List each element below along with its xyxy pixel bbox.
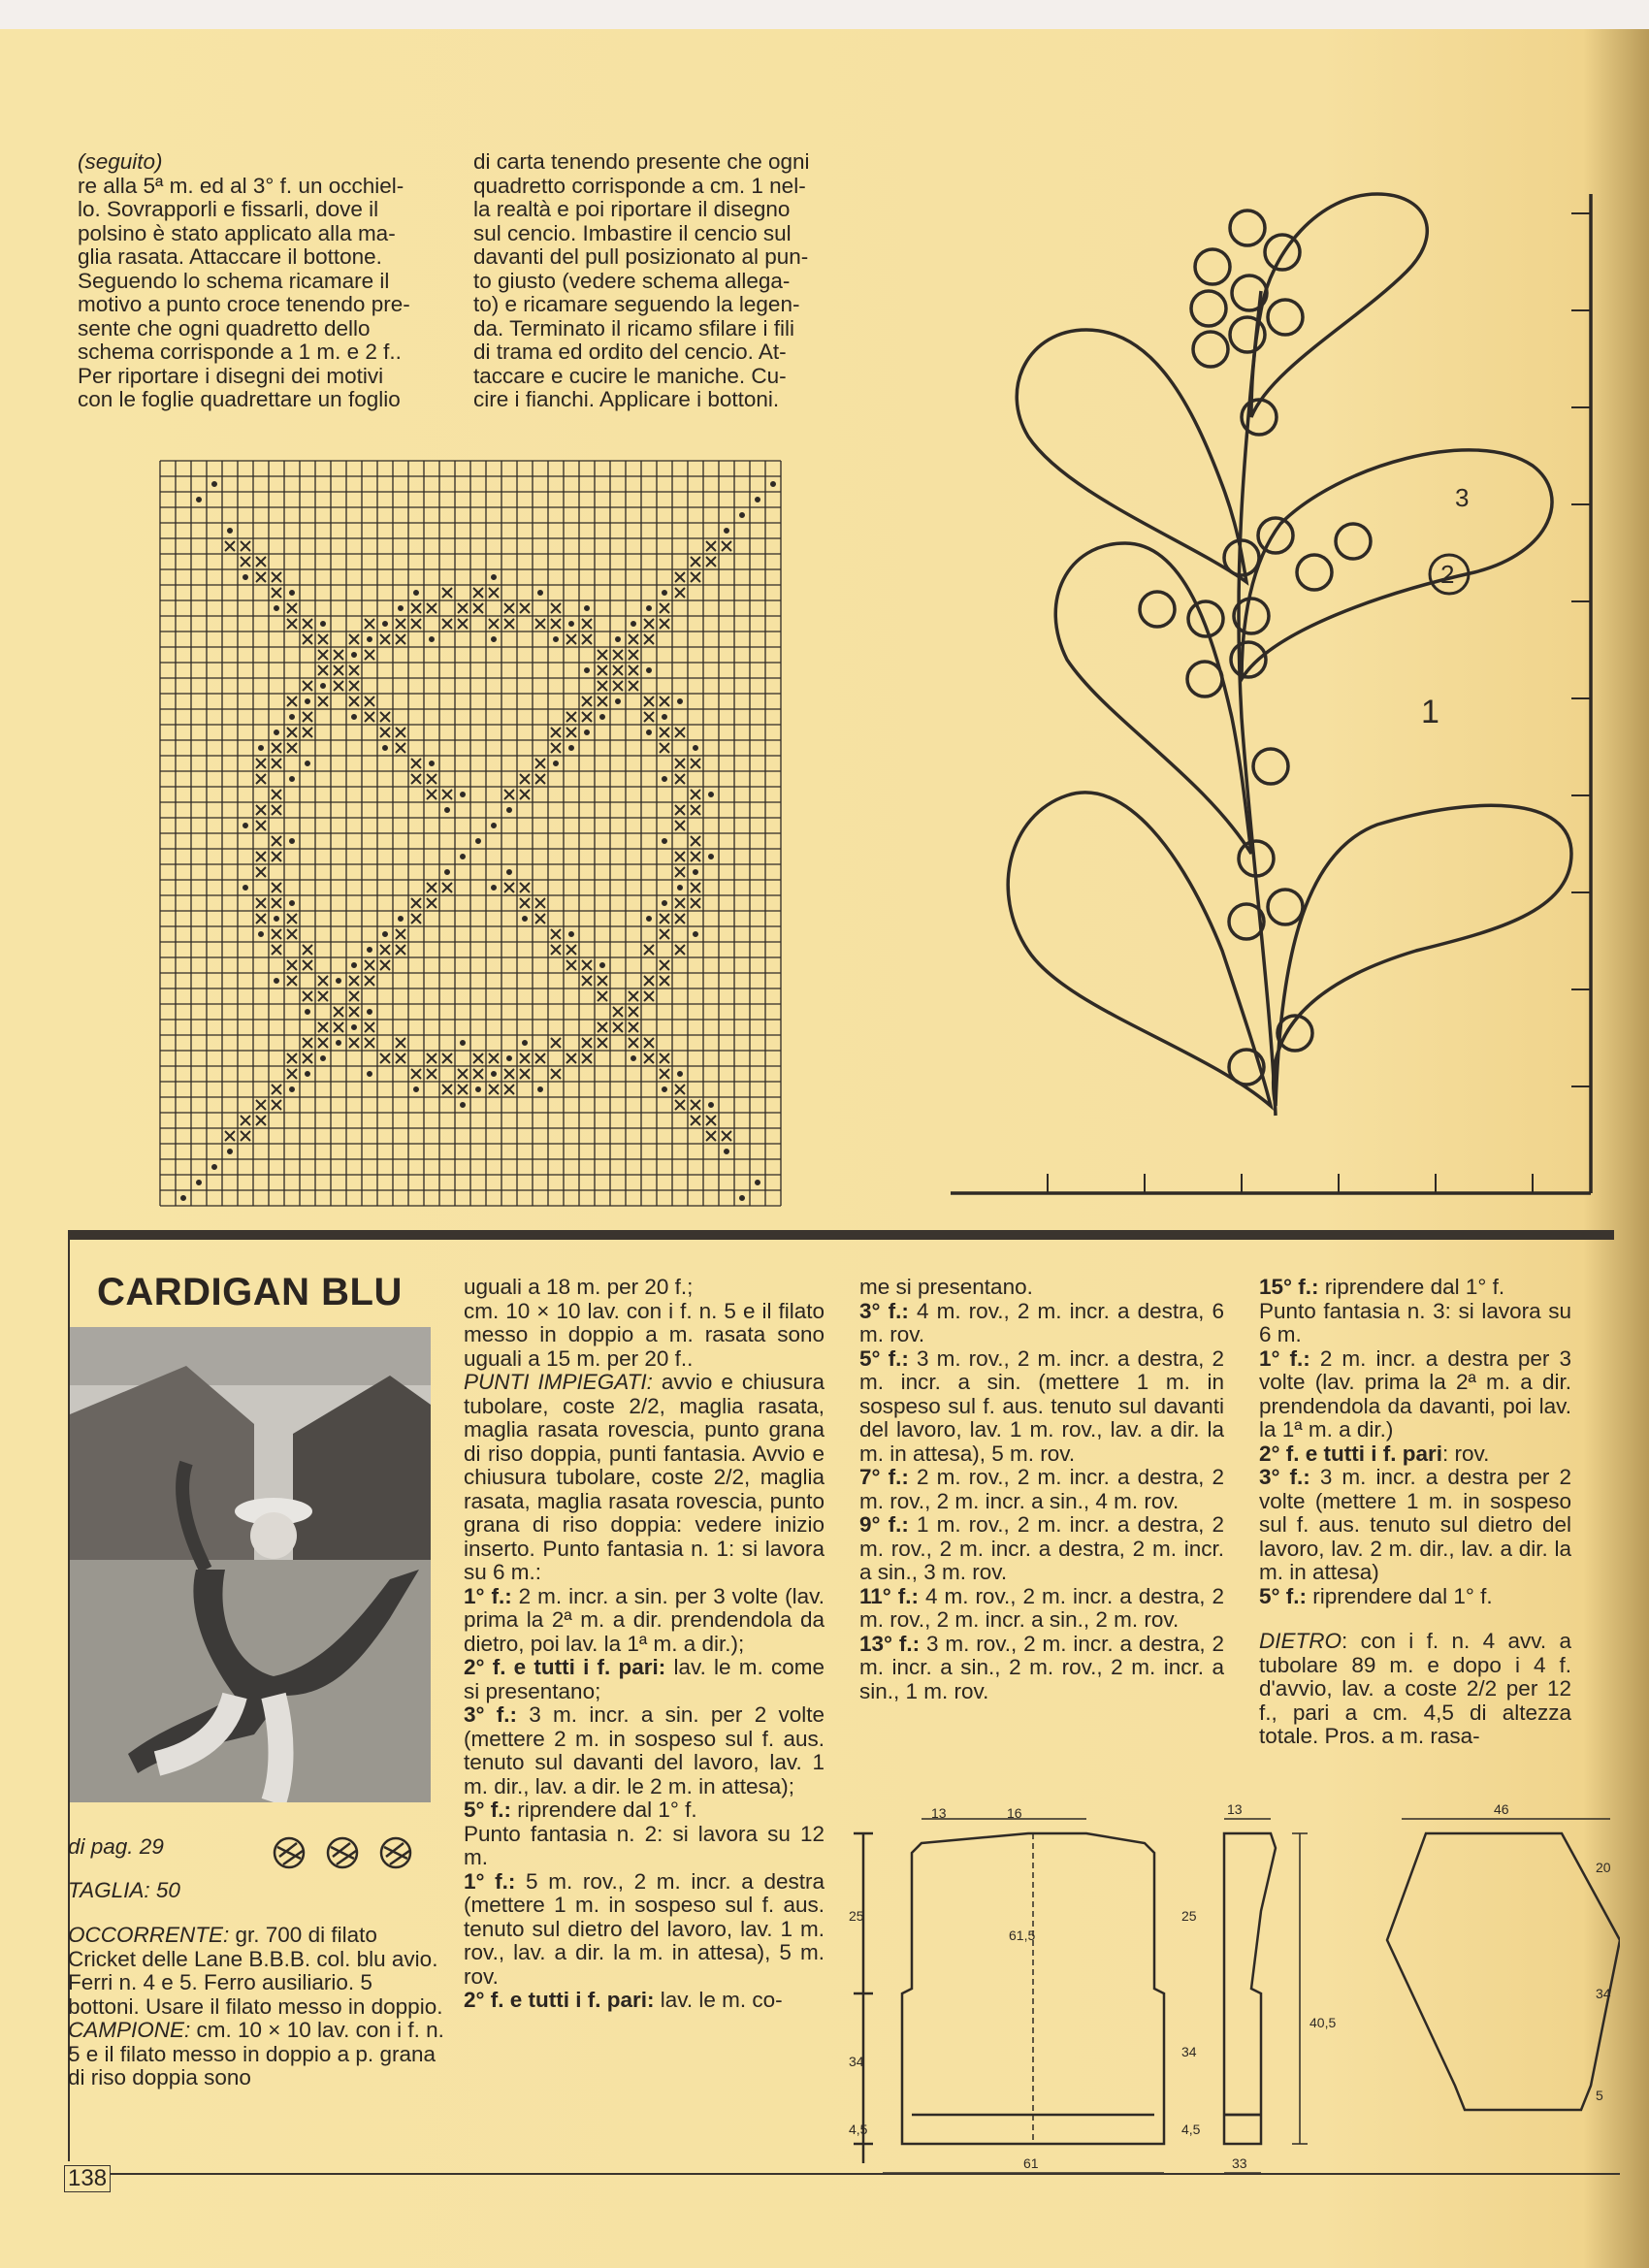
text-line: polsino è stato applicato alla ma- [78,220,396,245]
text-line: cire i fianchi. Applicare i bottoni. [473,387,780,411]
row-instruction: 5° f.: riprendere dal 1° f. [464,1798,697,1822]
page-number: 138 [64,2165,111,2192]
article-title: CARDIGAN BLU [97,1271,403,1313]
materials-paragraph: OCCORRENTE: gr. 700 di filato Cricket delle Lane B.B.B. col. blu avio. Ferri n. 4 e 5. Ferro ausiliario. 5 bottoni. Usare il filato messo in doppio. [68,1923,443,2019]
text-line: di trama ed ordito del cencio. At- [473,340,787,364]
pattern-heading: Punto fantasia n. 2: si lavora su 12 m. [464,1821,824,1869]
cross-stitch-chart [155,456,786,1213]
page-reference: di pag. 29 [68,1834,164,1859]
text-line: lo. Sovrapporli e fissarli, dove il [78,197,379,221]
text-line: di carta tenendo presente che ogni [473,149,810,174]
pattern2-column [859,1276,1224,1703]
leaf [1055,543,1251,854]
row-instruction: 1° f.: 5 m. rov., 2 m. incr. a destra (mettere 1 m. in sospeso sul f. aus. tenuto sul dietro del lavoro, lav. 1 m. rov., lav. a dir. la m. in attesa), 5 m. rov. [464,1868,824,1989]
dim-label: 4,5 [1181,2122,1201,2137]
row-instruction: 5° f.: 3 m. rov., 2 m. incr. a destra, 2 m. incr. a sin. (mettere 1 m. in sospeso sul f. aus. tenuto sul davanti del lavoro, lav. 1 m. rov., lav. a dir. la m. in attesa), 5 m. rov. [859,1345,1224,1466]
leaf-number-label: 1 [1421,694,1439,730]
dim-label: 61,5 [1009,1928,1036,1943]
row-instruction: 13° f.: 3 m. rov., 2 m. incr. a destra, 2 m. incr. a sin., 2 m. rov., 2 m. incr. a sin., 1 m. rov. [859,1631,1224,1703]
yarn-balls-icons [270,1833,425,1872]
stem [1239,291,1276,1116]
dim-label: 13 [931,1805,947,1821]
text-line: con le foglie quadrettare un foglio [78,387,401,411]
section-divider [68,1230,1614,1240]
dim-label: 34 [849,2054,864,2069]
text-line: da. Terminato il ricamo sfilare i fili [473,315,794,340]
dim-label: 4,5 [849,2122,868,2137]
dim-label: 33 [1232,2155,1247,2171]
scan-margin [0,0,1649,29]
leaf-motif-drawing [951,175,1630,1203]
leaf-number-label: 3 [1455,483,1470,512]
paragraph: me si presentano. [859,1275,1033,1299]
front-piece-outline [1224,1833,1276,2144]
text-line: la realtà e poi riportare il disegno [473,197,791,221]
row-instruction: 3° f.: 4 m. rov., 2 m. incr. a destra, 6 m. rov. [859,1298,1224,1346]
continued-text-column [78,150,446,412]
garment-schematic [844,1795,1620,2173]
dim-label: 16 [1007,1805,1022,1821]
row-instruction: 15° f.: riprendere dal 1° f. [1259,1276,1505,1299]
dim-label: 25 [1181,1908,1197,1924]
dim-label: 5 [1596,2088,1603,2103]
leaf [1274,805,1571,1106]
text-line: to) e ricamare seguendo la legen- [473,292,800,316]
dim-label: 20 [1596,1860,1611,1875]
dim-label: 25 [849,1908,864,1924]
bottom-rule [107,2173,1620,2175]
leaf [1251,194,1427,417]
dim-label: 40,5 [1310,2015,1337,2030]
row-instruction: 9° f.: 1 m. rov., 2 m. incr. a destra, 2 m. rov., 2 m. incr. a destra, 2 m. incr. a sin., 3 m. rov. [859,1512,1224,1584]
dim-label: 13 [1227,1801,1243,1817]
text-line: Seguendo lo schema ricamare il [78,268,390,293]
text-line: glia rasata. Attaccare il bottone. [78,244,382,269]
dim-label: 46 [1494,1801,1509,1817]
row-instruction: 2° f. e tutti i f. pari: rov. [1259,1441,1490,1466]
photo-illustration [70,1327,431,1802]
row-instruction: 5° f.: riprendere dal 1° f. [1259,1583,1493,1608]
row-instruction: 2° f. e tutti i f. pari: lav. le m. co- [464,1988,783,2012]
leaf [1242,450,1552,679]
row-instruction: 3° f.: 3 m. incr. a sin. per 2 volte (mettere 2 m. in sospeso sul f. aus. tenuto sul davanti del lavoro, lav. 1 m. dir., lav. a dir. le 2 m. in attesa); [464,1702,824,1798]
row-instruction: 1° f.: 2 m. incr. a destra per 3 volte (lav. prima la 2ª m. a dir. prendendola da davanti, poi lav. la 1ª m. a dir.) [1259,1345,1571,1442]
row-instruction: 11° f.: 4 m. rov., 2 m. incr. a destra, 2 m. rov., 2 m. incr. a sin., 2 m. rov. [859,1583,1224,1632]
sleeve-outline [1387,1833,1620,2110]
dim-label: 34 [1596,1986,1611,2001]
text-line: Per riportare i disegni dei motivi [78,363,384,388]
text-line: quadretto corrisponde a cm. 1 nel- [473,173,806,198]
size-info: TAGLIA: 50 [68,1877,180,1902]
row-instruction: 3° f.: 3 m. incr. a destra per 2 volte (mettere 1 m. in sospeso sul f. aus. tenuto sul dietro del lavoro, lav. 2 m. dir., lav. a dir. la m. in attesa) [1259,1465,1571,1584]
text-line: davanti del pull posizionato al pun- [473,244,809,269]
row-instruction: 2° f. e tutti i f. pari: lav. le m. come si presentano; [464,1655,824,1703]
leaf-number-label: 2 [1440,560,1455,589]
details-column [68,1835,446,2090]
text-line: taccare e cucire le maniche. Cu- [473,363,787,388]
continued-label: (seguito) [78,149,163,174]
instructions-column [473,150,842,412]
row-instruction: 7° f.: 2 m. rov., 2 m. incr. a destra, 2 m. rov., 2 m. incr. a sin., 4 m. rov. [859,1465,1224,1513]
text-line: re alla 5ª m. ed al 3° f. un occhiel- [78,173,404,198]
text-line: sul cencio. Imbastire il cencio sul [473,220,792,245]
dim-label: 34 [1181,2044,1197,2059]
gauge-paragraph: CAMPIONE: cm. 10 × 10 lav. con i f. n. 5 e il filato messo in doppio a p. grana di riso doppia sono [68,2018,444,2090]
stitches-paragraph: PUNTI IMPIEGATI: avvio e chiusura tubolare, coste 2/2, maglia rasata, maglia rasata rovescia, punto grana di riso doppia, punti fantasia. Avvio e chiusura tubolare, coste 2/2, maglia rasata, maglia rasata rovescia, punto grana di riso doppia: vedere inizio inserto. Punto fantasia n. 1: si lavora su 6 m.: [464,1370,824,1584]
row-instruction: 1° f.: 2 m. incr. a sin. per 3 volte (lav. prima la 2ª m. a dir. prendendola da dietro, poi lav. la 1ª m. a dir.); [464,1583,824,1656]
pattern-heading: Punto fantasia n. 3: si lavora su 6 m. [1259,1298,1571,1346]
model-photo [70,1327,431,1802]
paragraph: cm. 10 × 10 lav. con i f. n. 5 e il filato messo in doppio a m. rasata sono uguali a 15 m. per 20 f.. [464,1298,824,1371]
text-line: sente che ogni quadretto dello [78,315,371,340]
pattern3-column [1259,1276,1571,1749]
paragraph: uguali a 18 m. per 20 f.; [464,1275,694,1299]
stitches-column [464,1276,824,2013]
text-line: to giusto (vedere schema allega- [473,268,791,293]
text-line: schema corrisponde a 1 m. e 2 f.. [78,340,402,364]
text-line: motivo a punto croce tenendo pre- [78,292,410,316]
back-piece-paragraph: DIETRO: con i f. n. 4 avv. a tubolare 89 m. e dopo i 4 f. d'avvio, lav. a coste 2/2 per 12 f., pari a cm. 4,5 di altezza totale. Pros. a m. rasa- [1259,1629,1571,1748]
dim-label: 61 [1023,2155,1039,2171]
